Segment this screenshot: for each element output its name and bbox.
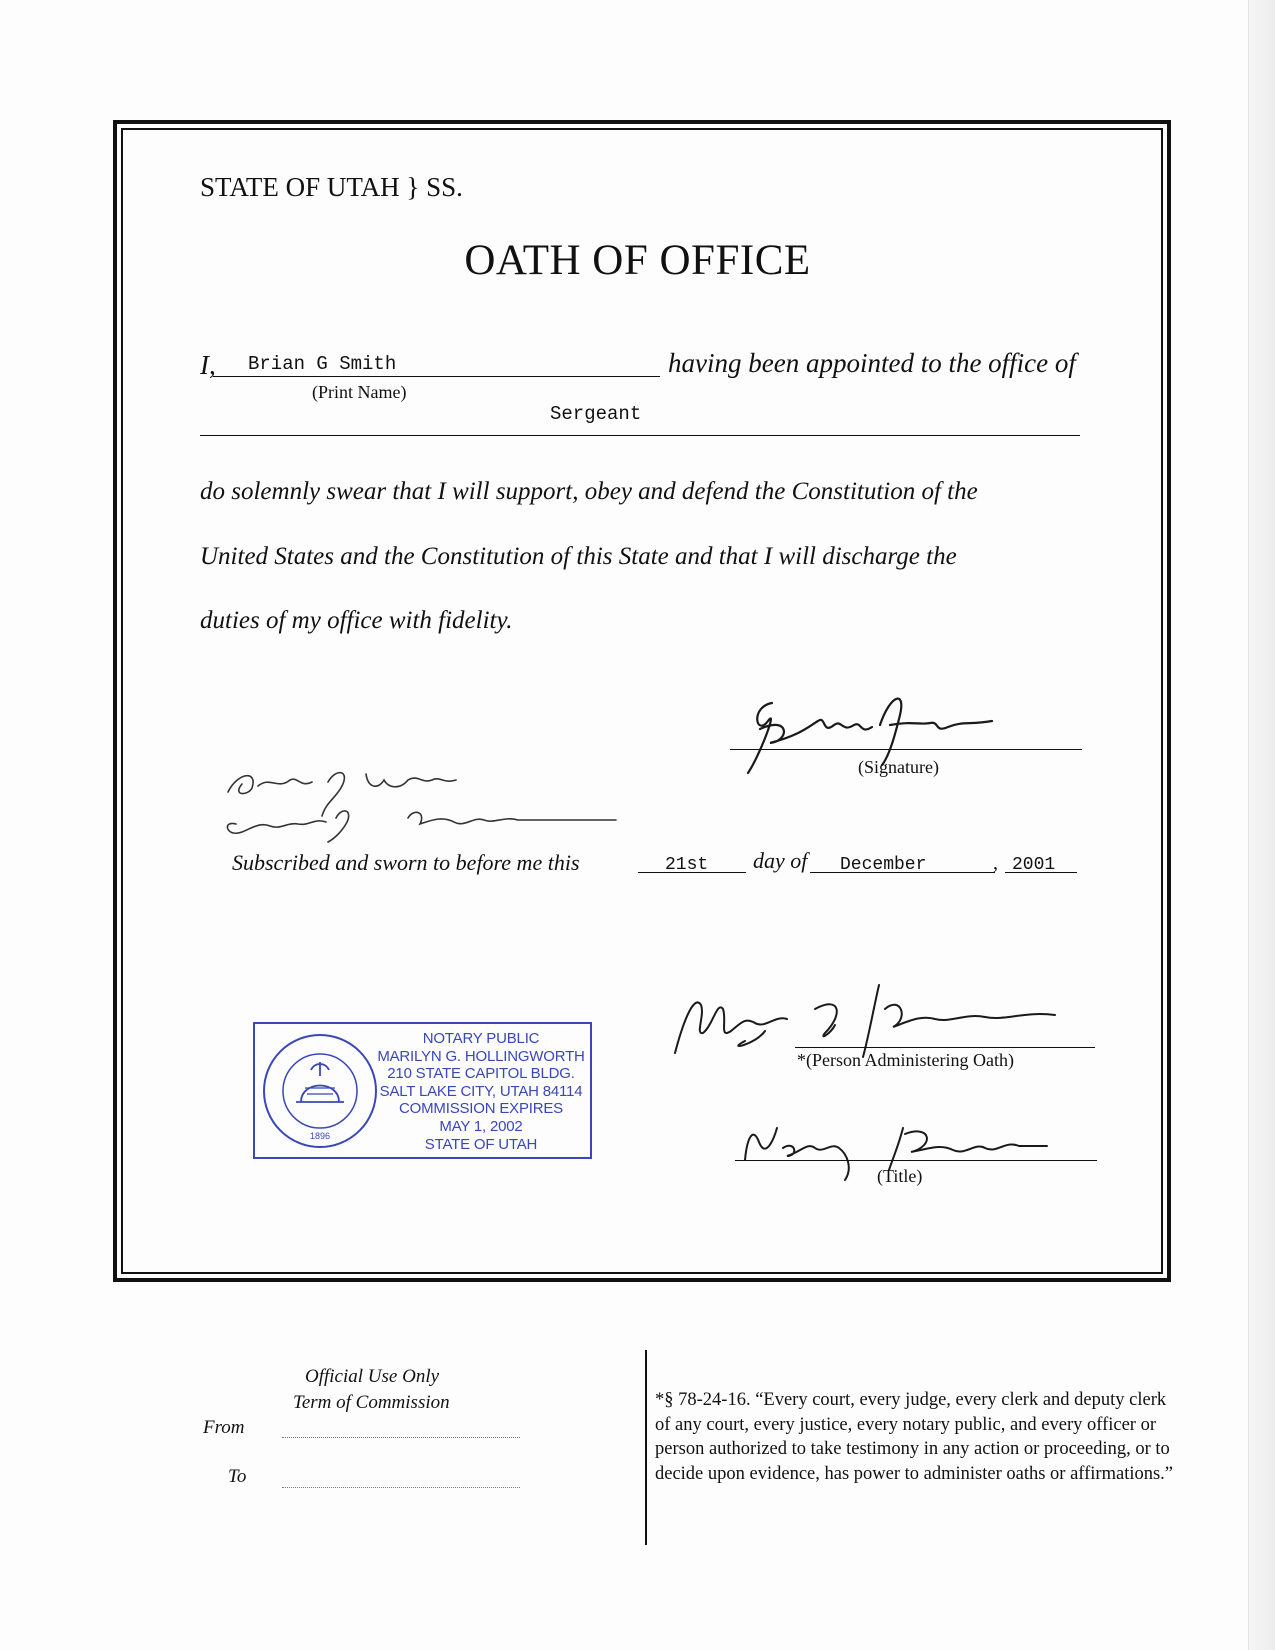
stamp-line: NOTARY PUBLIC xyxy=(422,1030,540,1047)
state-venue-line: STATE OF UTAH } SS. xyxy=(200,172,463,202)
seal-year: 1896 xyxy=(309,1131,331,1141)
notary-stamp-text xyxy=(373,1030,589,1153)
sworn-text: Subscribed and sworn to before me this xyxy=(232,850,580,875)
office-line xyxy=(200,435,1080,436)
stamp-line: STATE OF UTAH xyxy=(424,1135,538,1153)
sworn-separator: , xyxy=(993,852,998,874)
stamp-line: COMMISSION EXPIRES xyxy=(399,1100,563,1118)
sworn-year-value: 2001 xyxy=(1012,855,1056,875)
office-value: Sergeant xyxy=(550,403,642,425)
sworn-month-line xyxy=(810,872,995,873)
sworn-day-line xyxy=(638,872,746,873)
signature-line xyxy=(730,749,1082,750)
sworn-day-of: day of xyxy=(753,848,808,873)
document-title: OATH OF OFFICE xyxy=(464,237,811,284)
term-of-commission-heading: Term of Commission xyxy=(293,1392,450,1413)
sworn-month-value: December xyxy=(840,855,927,875)
appointment-prefix: I, xyxy=(200,350,216,380)
title-caption: (Title) xyxy=(877,1166,923,1186)
statute-note: *§ 78-24-16. “Every court, every judge, every clerk and deputy clerk of any court, every justice, every notary public, and every officer or person authorized to take testimony in any action or proceeding, or to decide upon evidence, has power to administer oaths or affirmations.” xyxy=(655,1390,1174,1484)
official-use-heading: Official Use Only xyxy=(305,1366,440,1387)
administering-caption: *(Person Administering Oath) xyxy=(797,1050,1014,1070)
stamp-line: 210 STATE CAPITOL BLDG. xyxy=(387,1065,575,1083)
oath-text-line-3: duties of my office with fidelity. xyxy=(200,607,513,634)
sworn-year-line xyxy=(1005,872,1077,873)
state-seal-icon xyxy=(261,1032,379,1150)
from-label: From xyxy=(203,1417,245,1438)
stamp-line: SALT LAKE CITY, UTAH 84114 xyxy=(379,1082,583,1100)
stamp-line: MARILYN G. HOLLINGWORTH xyxy=(377,1047,585,1065)
stamp-line: MAY 1, 2002 xyxy=(439,1117,523,1135)
signature-caption: (Signature) xyxy=(858,757,939,777)
oath-text-line-1: do solemnly swear that I will support, obey and defend the Constitution of the xyxy=(200,478,978,505)
handwritten-venue xyxy=(218,762,628,844)
title-line xyxy=(735,1160,1097,1161)
to-label: To xyxy=(228,1466,247,1487)
sworn-day-value: 21st xyxy=(665,855,709,875)
administering-line xyxy=(795,1047,1095,1048)
appointment-text: having been appointed to the office of xyxy=(668,348,1076,378)
officer-name-value: Brian G Smith xyxy=(248,353,397,375)
to-field xyxy=(282,1487,520,1488)
notary-stamp xyxy=(253,1022,592,1159)
oath-text-line-2: United States and the Constitution of this State and that I will discharge the xyxy=(200,543,957,570)
footer-divider xyxy=(645,1350,647,1545)
from-field xyxy=(282,1437,520,1438)
officer-name-line xyxy=(213,376,660,377)
officer-name-caption: (Print Name) xyxy=(312,382,407,402)
